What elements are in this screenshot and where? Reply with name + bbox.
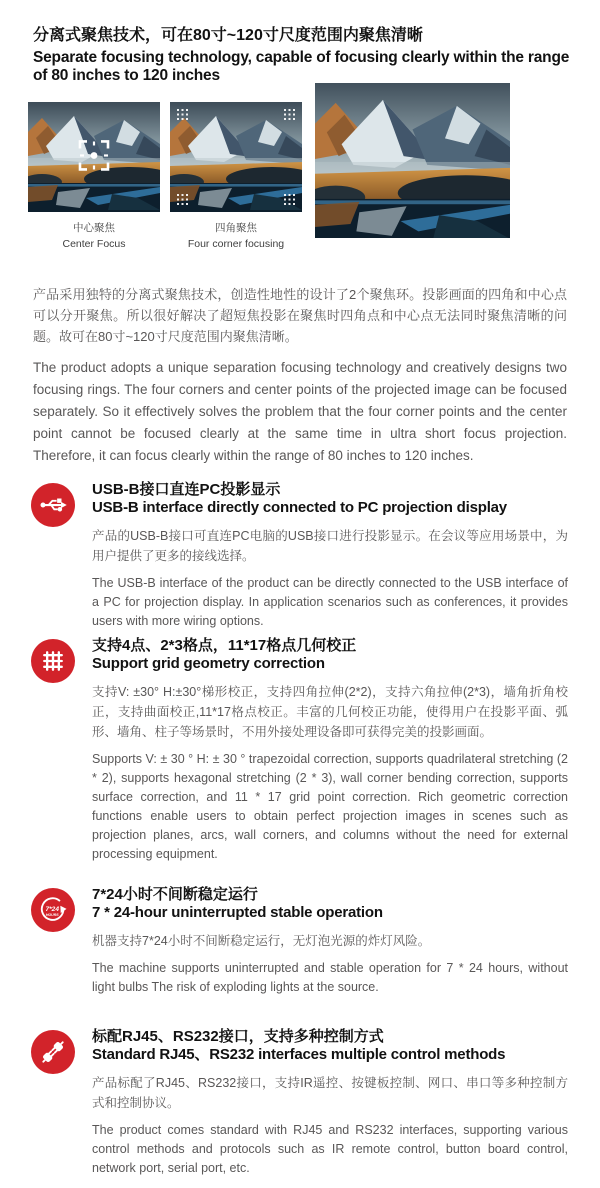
- corner-marker-icon: [284, 109, 295, 120]
- caption-en: Four corner focusing: [187, 237, 285, 250]
- caption-zh: 中心聚焦: [73, 222, 115, 234]
- feature-title-en: Standard RJ45、RS232 interfaces multiple control methods: [92, 1045, 506, 1063]
- feature-body-zh: 支持V: ±30° H:±30°梯形校正，支持四角拉伸(2*2)，支持六角拉伸(2*3)，墙角折角校正，支持曲面校正,11*17格点校正。丰富的几何校正功能，使得用户在投影平面、弧形、墙角、柱子等场景时，不用外接处理设备即可获得完美的投影画面。: [92, 684, 568, 739]
- hours-icon-label: 7*24: [45, 905, 59, 913]
- caption-center-focus: [18, 221, 170, 253]
- feature-badge: [31, 1030, 75, 1074]
- landscape-image: [315, 83, 510, 238]
- focus-image-center: [28, 102, 160, 212]
- feature-body-en: Supports V: ± 30 ° H: ± 30 ° trapezoidal correction, supports quadrilateral stretching (2 * 2), supports hexagonal stretching (2 * 3), wall corner bending correction, supports surface correction, and 11 * 17 grid point correction. Rich geometric correction functions enable users to obtain perfect projection images in scenes such as projection planes, arcs, wall corners, and columns without the need for external processing equipment.: [92, 751, 568, 861]
- center-reticle-icon: [75, 136, 113, 174]
- feature-body-zh: 机器支持7*24小时不间断稳定运行，无灯泡光源的炸灯风险。: [92, 933, 431, 948]
- intro-paragraph-zh: 产品采用独特的分离式聚焦技术，创造性地性的设计了2个聚焦环。投影画面的四角和中心点可以分开聚焦。所以很好解决了超短焦投影在聚焦时四角点和中心点无法同时聚焦清晰的问题。故可在80寸~120寸尺度范围内聚焦清晰。: [33, 287, 567, 344]
- focus-image-corners: [170, 102, 302, 212]
- caption-four-corner: [160, 221, 312, 253]
- feature-body-en: The USB-B interface of the product can be directly connected to the USB interface of a PC for projection display. In application scenarios such as conferences, it provides users with more wiring options.: [92, 575, 568, 628]
- feature-title-zh: 7*24小时不间断稳定运行: [92, 886, 258, 903]
- hours-24-7-icon: [36, 893, 70, 927]
- feature-badge: [31, 639, 75, 683]
- page-title-en: Separate focusing technology, capable of focusing clearly within the range of 80 inches to 120 inches: [33, 48, 570, 84]
- intro-paragraph-en: The product adopts a unique separation focusing technology and creatively designs two focusing rings. The four corners and center points of the projected image can be focused separately. So it effectively solves the problem that the four corner points and the center point cannot be focused clearly at the same time in ultra short focus projection. Therefore, it can focus clearly within the range of 80 inches to 120 inches.: [33, 359, 567, 463]
- feature-body-en: The machine supports uninterrupted and stable operation for 7 * 24 hours, without light bulbs The risk of exploding lights at the source.: [92, 960, 568, 994]
- feature-body-zh: 产品标配了RJ45、RS232接口，支持IR遥控、按键板控制、网口、串口等多种控制方式和控制协议。: [92, 1075, 568, 1110]
- feature-body-zh: 产品的USB-B接口可直连PC电脑的USB接口进行投影显示。在会议等应用场景中，为用户提供了更多的接线选择。: [92, 528, 568, 563]
- caption-zh: 四角聚焦: [215, 222, 257, 234]
- usb-icon: [38, 490, 68, 520]
- feature-badge: [31, 888, 75, 932]
- feature-title-zh: USB-B接口直连PC投影显示: [92, 481, 281, 498]
- feature-section-724: [31, 886, 568, 997]
- feature-section-usb: [31, 481, 568, 631]
- feature-badge: [31, 483, 75, 527]
- feature-body-en: The product comes standard with RJ45 and RS232 interfaces, supporting various control methods and protocols such as IR remote control, button board control, network port, serial port, etc.: [92, 1122, 568, 1175]
- corner-marker-icon: [284, 194, 295, 205]
- grid-icon: [39, 647, 67, 675]
- landscape-image: [170, 102, 302, 212]
- page-title-zh: 分离式聚焦技术，可在80寸~120寸尺度范围内聚焦清晰: [33, 27, 423, 44]
- feature-section-grid: [31, 637, 568, 864]
- focus-image-large: [315, 83, 510, 238]
- feature-section-control: [31, 1028, 568, 1178]
- corner-marker-icon: [177, 194, 188, 205]
- plug-icon: [38, 1037, 68, 1067]
- feature-title-en: USB-B interface directly connected to PC projection display: [92, 498, 507, 516]
- feature-title-zh: 标配RJ45、RS232接口，支持多种控制方式: [92, 1028, 384, 1045]
- feature-title-en: 7 * 24-hour uninterrupted stable operation: [92, 903, 383, 921]
- feature-title-zh: 支持4点、2*3格点，11*17格点几何校正: [92, 637, 357, 654]
- corner-marker-icon: [177, 109, 188, 120]
- page-header: [33, 26, 570, 84]
- feature-title-en: Support grid geometry correction: [92, 654, 325, 672]
- hours-icon-sublabel: HOURS: [45, 912, 59, 917]
- caption-en: Center Focus: [62, 237, 126, 250]
